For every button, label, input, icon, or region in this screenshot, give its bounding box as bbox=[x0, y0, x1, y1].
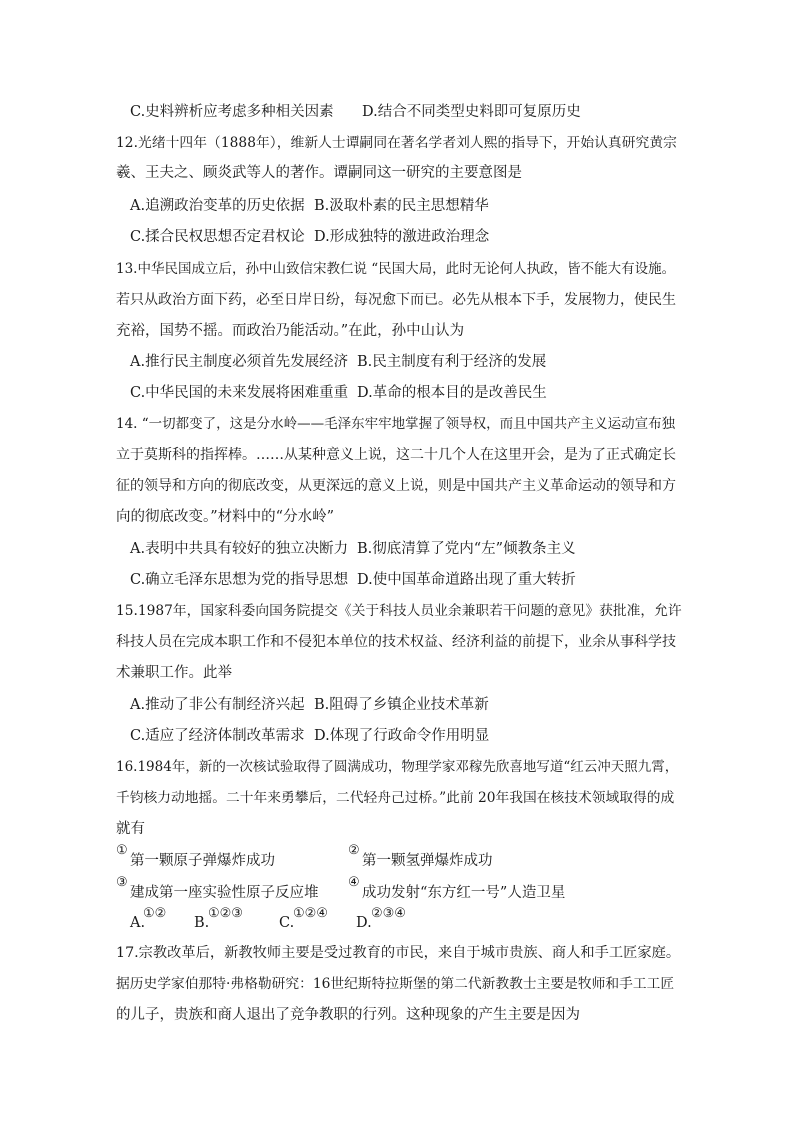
q16-choice-d-numbers: ②③④ bbox=[371, 906, 406, 921]
q15-option-a: A.推动了非公有制经济兴起 bbox=[130, 697, 305, 713]
q14-option-a: A.表明中共具有较好的独立决断力 bbox=[130, 541, 349, 557]
q12-option-d: D.形成独特的激进政治理念 bbox=[314, 229, 490, 245]
q16-choice-b-numbers: ①②③ bbox=[208, 906, 243, 921]
q13-option-b: B.民主制度有利于经济的发展 bbox=[357, 354, 547, 370]
q13-option-a: A.推行民主制度必须首先发展经济 bbox=[130, 354, 349, 370]
q16-choice-c-letter: C. bbox=[279, 915, 295, 931]
q16-stem-line-1: 16.1984年，新的一次核试验取得了圆满成功，物理学家邓稼先欣喜地写道“红云冲天照九霄， bbox=[116, 759, 679, 775]
q16-choice-c-numbers: ①②④ bbox=[293, 906, 328, 921]
q17-stem-line-2: 据历史学家伯那特·弗格勒研究：16世纪斯特拉斯堡的第二代新教教士主要是牧师和手工工匠 bbox=[116, 976, 675, 992]
q16-item-2-number: ② bbox=[348, 843, 360, 858]
q14-stem-line-4: 向的彻底改变。”材料中的“分水岭” bbox=[116, 509, 334, 525]
q16-item-2-text: 第一颗氢弹爆炸成功 bbox=[362, 853, 493, 869]
q15-stem-line-1: 15.1987年，国家科委向国务院提交《关于科技人员业余兼职若干问题的意见》获批准，允许 bbox=[116, 603, 682, 619]
q11-option-c: C.史料辨析应考虑多种相关因素 bbox=[130, 104, 334, 120]
q14-stem-line-3: 征的领导和方向的彻底改变，从更深远的意义上说，则是中国共产主义革命运动的领导和方 bbox=[116, 478, 676, 494]
q15-option-d: D.体现了行政命令作用明显 bbox=[314, 728, 490, 744]
q15-stem-line-2: 科技人员在完成本职工作和不侵犯本单位的技术权益、经济利益的前提下，业余从事科学技 bbox=[116, 634, 676, 650]
q16-item-4-text: 成功发射“东方红一号”人造卫星 bbox=[362, 885, 566, 901]
q15-option-c: C.适应了经济体制改革需求 bbox=[130, 728, 305, 744]
q12-stem-line-1: 12.光绪十四年（1888年），维新人士谭嗣同在著名学者刘人熙的指导下，开始认真研究黄宗 bbox=[116, 135, 677, 151]
q16-stem-line-3: 就有 bbox=[116, 821, 145, 837]
q12-option-a: A.追溯政治变革的历史依据 bbox=[130, 198, 305, 214]
q16-item-3-number: ③ bbox=[116, 875, 128, 890]
q16-choice-b-letter: B. bbox=[194, 915, 210, 931]
q16-item-1-text: 第一颗原子弹爆炸成功 bbox=[130, 853, 275, 869]
q12-stem-line-2: 羲、王夫之、顾炎武等人的著作。谭嗣同这一研究的主要意图是 bbox=[116, 165, 522, 181]
q12-option-b: B.汲取朴素的民主思想精华 bbox=[314, 198, 489, 214]
q16-item-1-number: ① bbox=[116, 843, 128, 858]
q14-option-d: D.使中国革命道路出现了重大转折 bbox=[357, 572, 576, 588]
q11-option-d: D.结合不同类型史料即可复原历史 bbox=[362, 104, 581, 120]
q13-stem-line-2: 若只从政治方面下药，必至日岸日纷，每况愈下而已。必先从根本下手，发展物力，使民生 bbox=[116, 292, 676, 308]
q16-choice-a-letter: A. bbox=[130, 915, 146, 931]
q13-stem-line-3: 充裕，国势不摇。而政治乃能活动。”在此，孙中山认为 bbox=[116, 323, 465, 339]
q13-stem-line-1: 13.中华民国成立后，孙中山致信宋教仁说 “民国大局，此时无论何人执政，皆不能大有设施。 bbox=[116, 261, 676, 277]
q16-choice-d-letter: D. bbox=[356, 915, 372, 931]
q14-stem-line-2: 立于莫斯科的指挥棒。……从某种意义上说，这二十几个人在这里开会，是为了正式确定长 bbox=[116, 447, 676, 463]
q12-option-c: C.揉合民权思想否定君权论 bbox=[130, 229, 305, 245]
q13-option-c: C.中华民国的未来发展将困难重重 bbox=[130, 385, 349, 401]
q15-option-b: B.阻碍了乡镇企业技术革新 bbox=[314, 697, 489, 713]
q16-choice-a-numbers: ①② bbox=[143, 906, 167, 921]
q14-option-b: B.彻底清算了党内“左”倾教条主义 bbox=[357, 541, 576, 557]
q17-stem-line-3: 的儿子，贵族和商人退出了竞争教职的行列。这种现象的产生主要是因为 bbox=[116, 1007, 580, 1023]
q17-stem-line-1: 17.宗教改革后，新教牧师主要是受过教育的市民，来自于城市贵族、商人和手工匠家庭。 bbox=[116, 945, 681, 961]
q15-stem-line-3: 术兼职工作。此举 bbox=[116, 665, 232, 681]
q14-stem-line-1: 14. “一切都变了，这是分水岭——毛泽东牢牢地掌握了领导权，而且中国共产主义运动宣布独 bbox=[116, 416, 676, 432]
q14-option-c: C.确立毛泽东思想为党的指导思想 bbox=[130, 572, 349, 588]
q13-option-d: D.革命的根本目的是改善民生 bbox=[357, 385, 547, 401]
q16-item-4-number: ④ bbox=[348, 875, 360, 890]
q16-item-3-text: 建成第一座实验性原子反应堆 bbox=[130, 885, 319, 901]
q16-stem-line-2: 千钧核力动地摇。二十年来勇攀后，二代轻舟己过桥。”此前 20年我国在核技术领域取得的成 bbox=[116, 790, 675, 806]
